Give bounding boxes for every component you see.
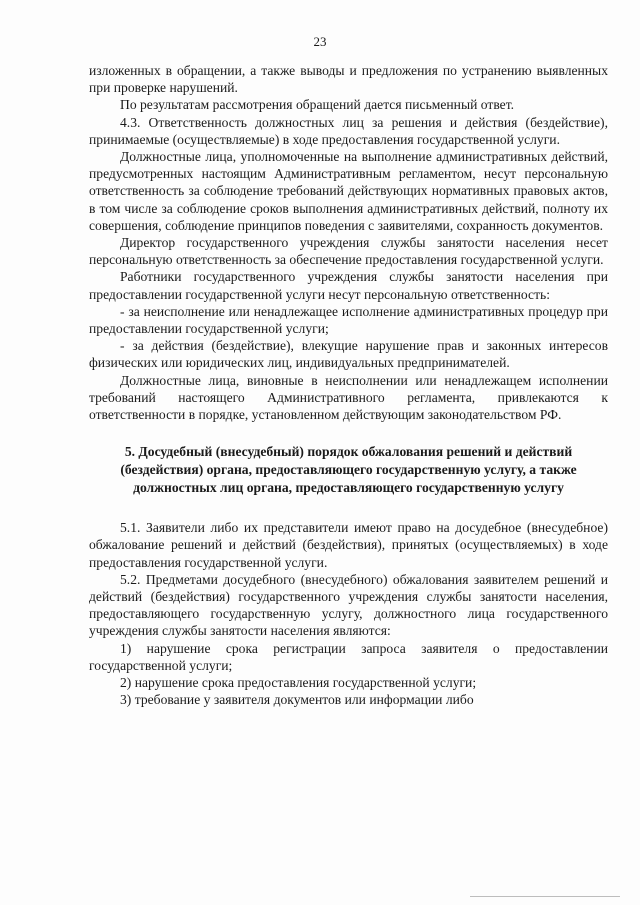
list-item-actions: - за действия (бездействие), влекущие нарушение прав и законных интересов физических или юридических лиц, индивидуальных предпринимателей.: [89, 338, 608, 371]
paragraph-written-response: По результатам рассмотрения обращений дается письменный ответ.: [120, 97, 515, 113]
document-body: [89, 62, 608, 709]
scan-artifact-line: [470, 896, 620, 897]
list-item-2: 2) нарушение срока предоставления государственной услуги;: [120, 675, 477, 691]
page-number: 23: [313, 34, 327, 49]
list-item-nonperformance: - за неисполнение или ненадлежащее исполнение административных процедур при предоставлении государственной услуги;: [89, 303, 608, 337]
list-item-1: 1) нарушение срока регистрации запроса заявителя о предоставлении государственной услуги;: [89, 640, 608, 673]
paragraph-section-5-1: 5.1. Заявители либо их представители имеют право на досудебное (внесудебное) обжалование решений и действий (бездействия), принятых (осуществляемых) в ходе предоставления государственной услуги.: [89, 520, 608, 570]
paragraph-officials-responsibility: Должностные лица, уполномоченные на выполнение административных действий, предусмотренных настоящим Административным регламентом, несут персональную ответственность за соблюдение требований действующих нормативных правовых актов, в том числе за соблюдение сроков выполнения административных действий, полноту их совершения, соблюдение принципов поведения с заявителями, сохранность документов.: [89, 149, 608, 233]
paragraph-section-4-3: 4.3. Ответственность должностных лиц за решения и действия (бездействие), принимаемые (осуществляемые) в ходе предоставления государственной услуги.: [89, 114, 608, 147]
paragraph-section-5-2: 5.2. Предметами досудебного (внесудебного) обжалования заявителем решений и действий (бездействия) государственного учреждения службы занятости населения, предоставляющего государственную услугу, должностного лица государственного учреждения службы занятости населения являются:: [89, 571, 608, 639]
paragraph-guilty-officials: Должностные лица, виновные в неисполнении или ненадлежащем исполнении требований настоящего Административного регламента, привлекаются к ответственности в порядке, установленном действующим законодательством РФ.: [89, 372, 608, 423]
paragraph-continuation: изложенных в обращении, а также выводы и предложения по устранению выявленных при проверке нарушений.: [89, 63, 608, 96]
paragraph-employees-responsibility: Работники государственного учреждения службы занятости населения при предоставлении государственной услуги несут персональную ответственность:: [89, 269, 608, 302]
list-item-3: 3) требование у заявителя документов или информации либо: [120, 692, 474, 708]
section-5-heading: 5. Досудебный (внесудебный) порядок обжалования решений и действий (бездействия) органа, предоставляющего государственную услугу, а также должностных лиц органа, предоставляющего государственную услугу: [120, 444, 577, 496]
paragraph-director-responsibility: Директор государственного учреждения службы занятости населения несет персональную ответственность за обеспечение предоставления государственной услуги.: [89, 235, 608, 268]
